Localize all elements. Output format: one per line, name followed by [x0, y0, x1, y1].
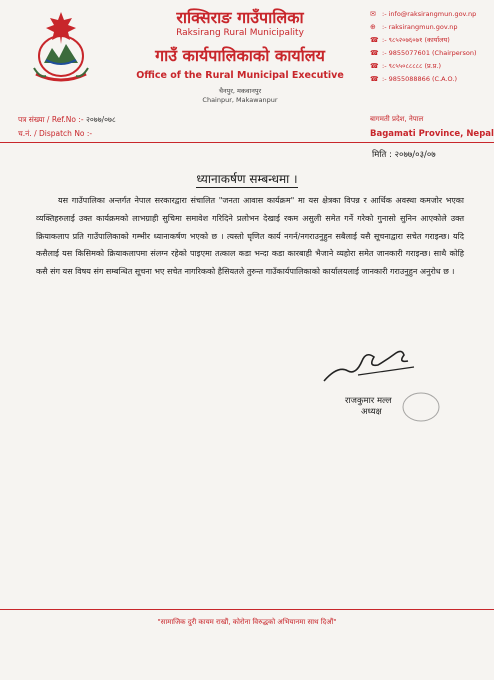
contact-phone-office: ☎ :- ९८५२०७६०७१ (कार्यालय)	[370, 34, 477, 47]
letter-date: मिति : २०७७/०३/०७	[372, 150, 436, 160]
contact-phone-cao: ☎ :- 9855088866 (C.A.O.)	[370, 73, 477, 86]
phone-icon: ☎	[370, 62, 379, 70]
contact-phone-pp: ☎ :- ९८५५०८८८८८ (प्र.प्र.)	[370, 60, 477, 73]
phone-icon: ☎	[370, 49, 379, 57]
contact-phone-chairperson: ☎ :- 9855077601 (Chairperson)	[370, 47, 477, 60]
office-title-nepali: गाउँ कार्यपालिकाको कार्यालय	[155, 46, 325, 65]
footer-slogan: "सामाजिक दुरी कायम राखौं, कोरोना विरुद्धको अभियानमा साथ दिऔं"	[157, 618, 337, 626]
footer-divider	[0, 609, 494, 610]
contact-website: ⊕ :- raksirangmun.gov.np	[370, 21, 477, 34]
dispatch-number: च.नं. / Dispatch No :-	[18, 129, 93, 138]
email-icon: ✉	[370, 10, 376, 18]
municipality-title-nepali: राक्सिराङ गाउँपालिका	[176, 8, 304, 27]
handwritten-signature	[318, 345, 428, 385]
contact-list	[370, 8, 477, 86]
signer-name: राजकुमार मल्ल	[345, 396, 392, 406]
contact-email: ✉ :- info@raksirangmun.gov.np	[370, 8, 477, 21]
phone-icon: ☎	[370, 36, 379, 44]
province-nepali: बागमती प्रदेश, नेपाल	[370, 115, 424, 123]
municipality-title-english: Raksirang Rural Municipality	[176, 28, 304, 38]
nepal-emblem-logo	[26, 8, 96, 88]
letter-subject: ध्यानाकर्षण सम्बन्धमा ।	[196, 172, 298, 186]
signer-block	[345, 395, 392, 417]
reference-number: पत्र संख्या / Ref.No :- २०७७/०७८	[18, 115, 116, 124]
letter-body: यस गाउँपालिका अन्तर्गत नेपाल सरकारद्वारा संचालित "जनता आवास कार्यक्रम" मा यस क्षेत्रका विपन्न र आर्थिक अवस्था कमजोर भएका व्यक्तिहरुलाई उक्त कार्यक्रमको लाभग्राही सुचिमा समावेश गरिदिने प्रलोभन देखाई रकम असुली समेत गर्ने गरेको गुनासो सुनिन आएकोले उक्त क्रियाकलाप प्रति गाउँपालिकाको गम्भीर ध्यानाकर्षण भएको छ । त्यस्तो घृणित कार्य नगर्न/नगराउनुहुन सबैलाई यसै सूचनाद्वारा सचेत गराइन्छ। यदि कसैलाई यस किसिमको क्रियाकलापमा संलग्न रहेको पाइएमा तत्काल कडा भन्दा कडा कारबाही भैजाने व्यहोरा समेत जानकारी गराइन्छ। साथै कोहि कसै संग यस विषय संग सम्बन्धित सूचना भए सचेत नागरिकको हैसियतले तुरुन्त गाउँकार्यपालिकाको कार्यालयलाई जानकारी गराउनुहुन अनुरोध छ ।	[36, 196, 464, 277]
office-title-english: Office of the Rural Municipal Executive	[136, 70, 344, 81]
globe-icon: ⊕	[370, 23, 376, 31]
province-english: Bagamati Province, Nepal	[370, 129, 494, 139]
phone-icon: ☎	[370, 75, 379, 83]
signer-title: अध्यक्ष	[361, 407, 382, 417]
header-divider	[0, 142, 494, 143]
address-nepali: चैनपुर, मकवानपुर	[218, 87, 262, 95]
address-english: Chainpur, Makawanpur	[202, 96, 278, 104]
